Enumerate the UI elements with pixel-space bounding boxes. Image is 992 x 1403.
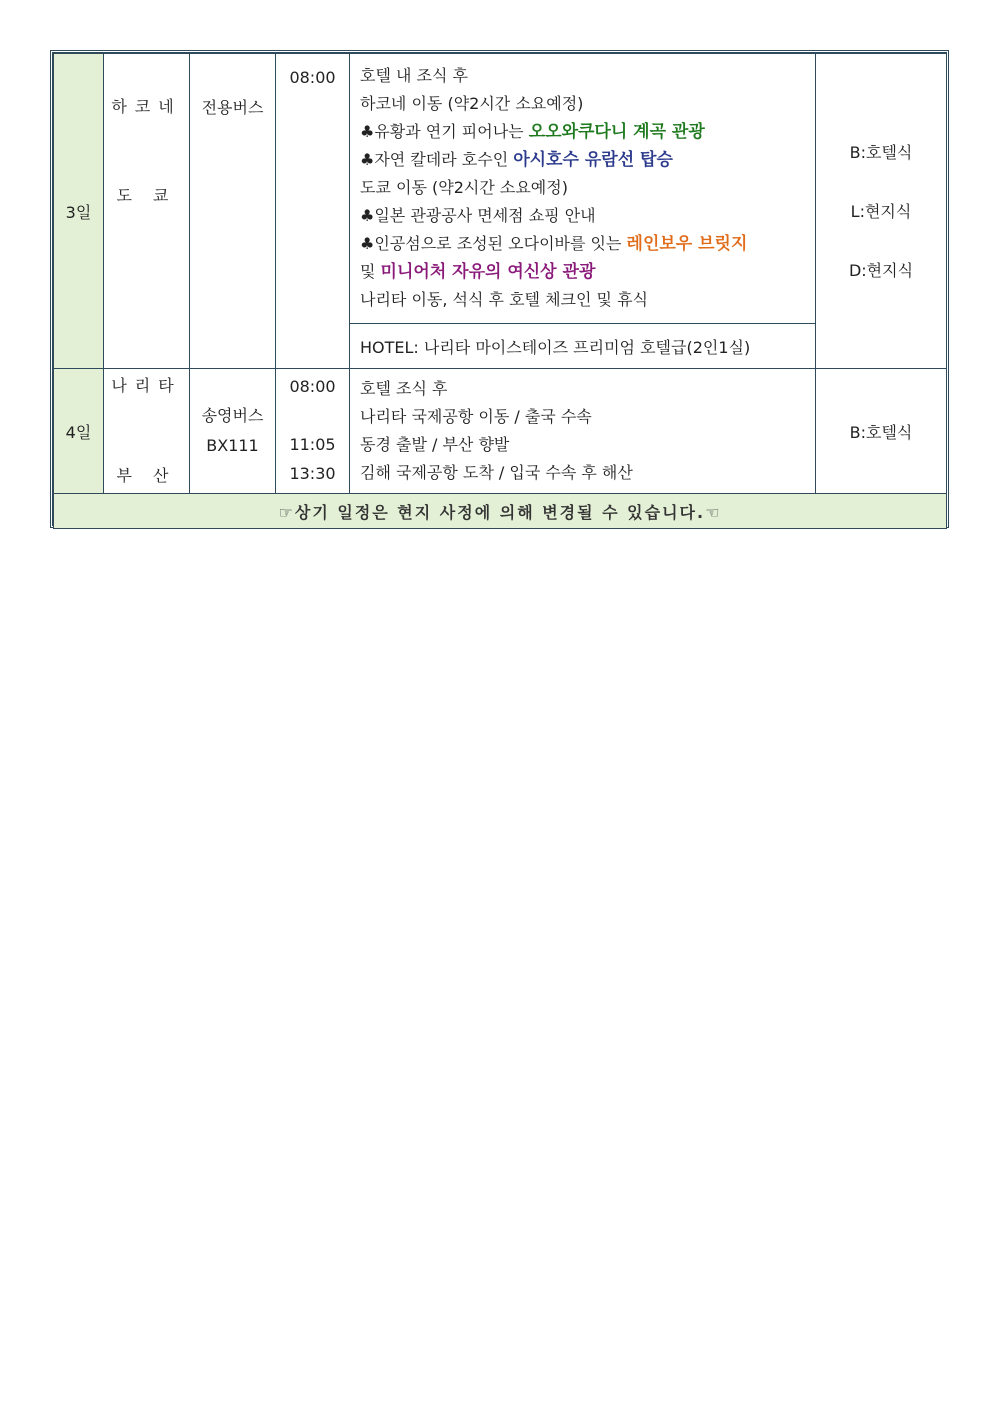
day3-transport: 전용버스 [190,54,276,369]
day3-hotel: HOTEL: 나리타 마이스테이즈 프리미엄 호텔급(2인1실) [350,324,816,369]
schedule-line [360,230,807,258]
schedule-line [360,202,807,230]
day4-cities [104,369,190,494]
day4-schedule [350,369,816,494]
day4-transport: 송영버스 [201,406,264,425]
meal-breakfast: B:호텔식 [849,422,913,442]
day3-label: 3일 [54,54,104,369]
day4-time-2: 11:05 [289,435,336,454]
schedule-line [360,174,807,202]
schedule-text: ♣자연 칼데라 호수인 [360,150,514,169]
meal-dinner: D:현지식 [848,260,914,280]
day4-time-1: 08:00 [289,377,336,396]
day4-transport-cell [190,369,276,494]
schedule-text: 하코네 이동 (약2시간 소요예정) [360,94,584,113]
day4-times [276,369,350,494]
day4-meals [816,369,947,494]
meal-breakfast: B:호텔식 [849,142,913,162]
day3-meals [816,54,947,369]
schedule-text: 나리타 국제공항 이동 / 출국 수속 [360,407,592,426]
schedule-text: 및 [360,262,381,281]
highlight-attraction: 레인보우 브릿지 [626,234,748,254]
schedule-text: 김해 국제공항 도착 / 입국 수속 후 해산 [360,463,633,482]
schedule-line [360,403,807,431]
highlight-attraction: 미니어처 자유의 여신상 관광 [380,262,596,282]
day4-row [54,369,947,494]
schedule-text: 도쿄 이동 (약2시간 소요예정) [360,178,568,197]
schedule-text: 동경 출발 / 부산 향발 [360,435,510,454]
day3-city-top: 하코네 [111,97,182,116]
schedule-line [360,431,807,459]
schedule-text: ♣인공섬으로 조성된 오다이바를 잇는 [360,234,627,253]
notice-footer: ☞상기 일정은 현지 사정에 의해 변경될 수 있습니다.☜ [54,494,947,529]
schedule-text: 나리타 이동, 석식 후 호텔 체크인 및 휴식 [360,290,648,309]
meal-lunch: L:현지식 [850,201,912,221]
day3-time: 08:00 [276,54,350,369]
footer-row [54,494,947,529]
itinerary-frame [50,50,949,528]
schedule-text: ♣유황과 연기 피어나는 [360,122,529,141]
schedule-text: 호텔 조식 후 [360,379,448,398]
schedule-line [360,258,807,286]
schedule-line [360,118,807,146]
day4-flight: BX111 [206,436,259,455]
schedule-line [360,286,807,314]
day4-label: 4일 [54,369,104,494]
day3-cities [104,54,190,369]
day4-time-3: 13:30 [289,464,336,483]
day4-city-bottom: 부 산 [116,466,177,485]
schedule-text: 호텔 내 조식 후 [360,66,468,85]
itinerary-table [53,53,947,529]
day3-city-bottom: 도 쿄 [116,186,177,205]
schedule-text: ♣일본 관광공사 면세점 쇼핑 안내 [360,206,596,225]
day3-schedule [350,54,816,324]
schedule-line [360,459,807,487]
highlight-attraction: 오오와쿠다니 계곡 관광 [528,122,705,142]
schedule-line [360,90,807,118]
schedule-line [360,146,807,174]
day4-city-top: 나리타 [111,376,182,395]
highlight-attraction: 아시호수 유람선 탑승 [513,150,673,170]
day3-row [54,54,947,324]
schedule-line [360,375,807,403]
schedule-line [360,62,807,90]
